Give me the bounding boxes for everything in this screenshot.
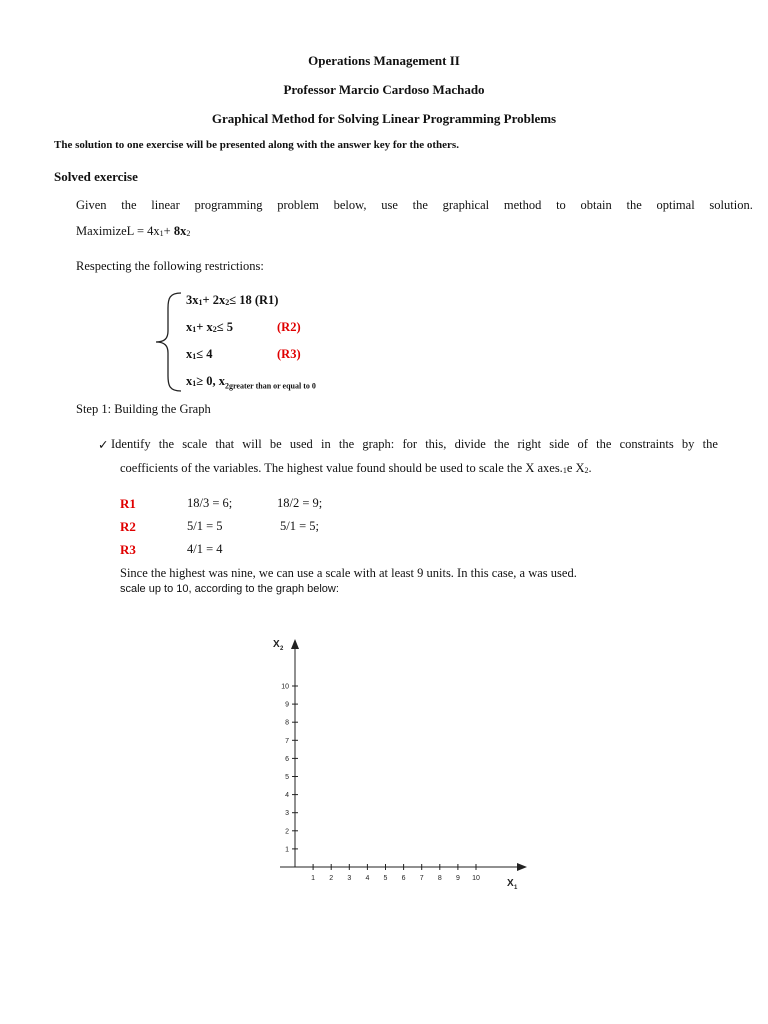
r3-term-a: x — [186, 347, 193, 361]
y-tick-label: 10 — [281, 683, 289, 691]
scale-word: scale — [182, 437, 208, 451]
scale-conclusion-cont: scale up to 10, according to the graph below: — [120, 583, 339, 595]
y-axis-arrow — [291, 639, 299, 649]
scale-word: for — [402, 437, 418, 451]
y-tick-label: 7 — [285, 737, 289, 745]
r2-term-b: + x — [196, 320, 213, 334]
r1-sub-a: 1 — [198, 298, 203, 307]
objective-sub2: 2 — [186, 229, 191, 238]
intro-word: problem — [277, 198, 319, 212]
intro-word: obtain — [580, 198, 612, 212]
scale-line2-mid: e X — [566, 461, 585, 475]
ratio-r2-second: 5/1 = 5; — [280, 519, 319, 533]
r3-sub-a: 1 — [192, 352, 197, 361]
r1-rhs: ≤ 18 (R1) — [229, 293, 279, 307]
ratio-label-r2: R2 — [120, 519, 136, 534]
constraint-r3 — [186, 347, 213, 362]
r2-term-a: x — [186, 320, 193, 334]
section-heading: Solved exercise — [54, 169, 138, 184]
y-tick-label: 9 — [285, 701, 289, 709]
x-axis-arrow — [517, 863, 527, 871]
y-axis-label: X — [273, 639, 280, 650]
intro-word: use — [381, 198, 398, 212]
objective-coef2: 8x — [173, 224, 187, 238]
constraint-r1 — [186, 293, 278, 308]
intro-word: method — [503, 198, 542, 212]
scale-instruction-cont — [120, 461, 592, 476]
scale-line2-sub1: 1 — [562, 466, 567, 475]
r1-sub-b: 2 — [225, 298, 230, 307]
r1-term-a: 3x — [186, 293, 199, 307]
scale-word: of — [577, 437, 588, 451]
x-tick-label: 7 — [419, 875, 424, 882]
r2-rhs: ≤ 5 — [216, 320, 233, 334]
y-tick-label: 3 — [285, 810, 289, 818]
ratio-label-r1: R1 — [120, 496, 136, 511]
scale-word: will — [242, 437, 262, 451]
intro-word: graphical — [442, 198, 490, 212]
scale-word: by — [681, 437, 695, 451]
scale-word: be — [269, 437, 282, 451]
y-tick-label: 6 — [285, 755, 289, 763]
intro-word: optimal — [656, 198, 695, 212]
scale-word: the — [158, 437, 175, 451]
scale-word: right — [517, 437, 542, 451]
constraint-nonneg — [186, 374, 316, 391]
scale-word: the — [596, 437, 612, 451]
y-tick-label: 1 — [285, 846, 289, 854]
intro-word: solution. — [709, 198, 753, 212]
y-tick-label: 8 — [285, 719, 289, 727]
scale-word: side — [549, 437, 570, 451]
r3-rhs: ≤ 4 — [196, 347, 213, 361]
objective-function — [76, 224, 190, 239]
scale-instruction — [111, 437, 718, 452]
intro-word: the — [626, 198, 642, 212]
ratio-r2-first: 5/1 = 5 — [187, 519, 223, 533]
topic-title: Graphical Method for Solving Linear Programming Problems — [211, 111, 557, 126]
intro-word: the — [121, 198, 137, 212]
x-tick-label: 10 — [472, 875, 480, 882]
x-tick-label: 8 — [437, 875, 442, 882]
scale-word: this, — [425, 437, 447, 451]
objective-sub1: 1 — [159, 229, 164, 238]
ratio-r3-first: 4/1 = 4 — [187, 542, 223, 556]
scale-line2-text: coefficients of the variables. The highest value found should be used to scale the X axes. — [120, 461, 563, 475]
x-tick-label: 6 — [401, 875, 406, 882]
scale-line2-sub2: 2 — [584, 466, 589, 475]
scale-word: graph: — [362, 437, 395, 451]
problem-statement — [76, 198, 753, 213]
intro-word: Given — [76, 198, 107, 212]
objective-plus: + — [163, 224, 174, 238]
constraints-brace — [150, 288, 186, 396]
y-tick-label: 4 — [285, 792, 289, 800]
scale-word: that — [215, 437, 235, 451]
x-tick-label: 4 — [365, 875, 370, 882]
constraint-r2 — [186, 320, 233, 335]
scale-word: the — [338, 437, 355, 451]
intro-note: The solution to one exercise will be presented along with the answer key for the others. — [54, 139, 459, 151]
x-tick-label: 3 — [347, 875, 352, 882]
scale-word: used — [289, 437, 313, 451]
x-tick-label: 2 — [329, 875, 334, 882]
step1-heading: Step 1: Building the Graph — [76, 402, 211, 416]
scale-word: in — [320, 437, 331, 451]
x-axis-label: X — [507, 878, 514, 889]
x-tick-label: 9 — [455, 875, 460, 882]
scale-word: Identify — [111, 437, 151, 451]
x-tick-label: 1 — [311, 875, 316, 882]
check-icon: ✓ — [98, 438, 109, 452]
r1-term-b: + 2x — [202, 293, 226, 307]
coordinate-graph — [255, 625, 545, 900]
y-axis-label-sub: 2 — [280, 646, 284, 652]
restrictions-intro: Respecting the following restrictions: — [76, 259, 264, 273]
intro-word: the — [412, 198, 428, 212]
objective-prefix: MaximizeL = 4x — [76, 224, 160, 238]
r4-sub-a: 1 — [192, 379, 197, 388]
x-axis-label-sub: 1 — [514, 885, 518, 891]
x-tick-label: 5 — [383, 875, 388, 882]
r4-term-b: ≥ 0, x — [196, 374, 225, 388]
intro-word: linear — [151, 198, 180, 212]
scale-word: constraints — [619, 437, 674, 451]
y-tick-label: 5 — [285, 774, 289, 781]
ratio-r1-second: 18/2 = 9; — [277, 496, 323, 510]
r4-term-a: x — [186, 374, 193, 388]
course-title: Operations Management II — [308, 53, 460, 68]
scale-word: divide — [454, 437, 486, 451]
r4-sub-b: 2greater than or equal to 0 — [225, 381, 316, 391]
scale-line2-end: . — [588, 461, 592, 475]
y-tick-label: 2 — [285, 828, 289, 836]
scale-conclusion: Since the highest was nine, we can use a scale with at least 9 units. In this case, a was used. — [120, 566, 577, 580]
r2-sub-b: 2 — [212, 325, 217, 334]
intro-word: programming — [194, 198, 263, 212]
r2-tag: (R2) — [277, 320, 301, 334]
r3-tag: (R3) — [277, 347, 301, 361]
scale-word: the — [702, 437, 718, 451]
intro-word: below, — [333, 198, 367, 212]
professor-name: Professor Marcio Cardoso Machado — [283, 82, 485, 97]
ratio-label-r3: R3 — [120, 542, 136, 557]
intro-word: to — [556, 198, 566, 212]
r2-sub-a: 1 — [192, 325, 197, 334]
scale-word: the — [493, 437, 510, 451]
ratio-r1-first: 18/3 = 6; — [187, 496, 233, 510]
